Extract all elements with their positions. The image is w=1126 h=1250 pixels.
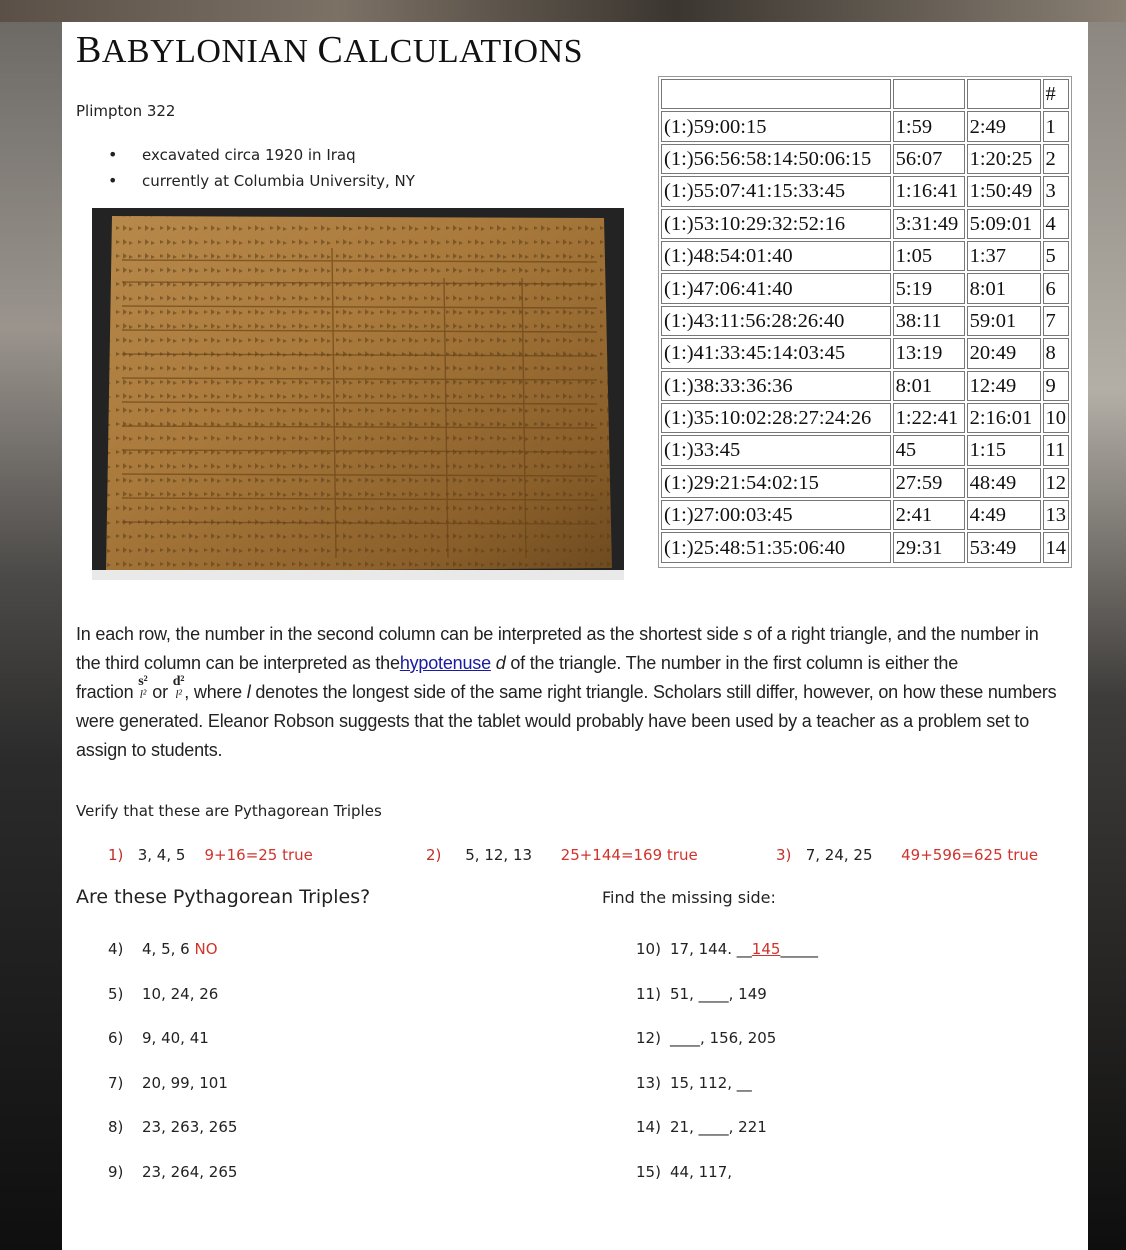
table-cell: 2:41: [893, 500, 965, 530]
question-9: 9) 23, 264, 265: [108, 1163, 238, 1181]
table-row: [661, 338, 1069, 368]
table-cell: 2:49: [967, 111, 1041, 141]
page-title: BABYLONIAN CALCULATIONS: [76, 29, 584, 71]
bullet-item: • excavated circa 1920 in Iraq: [108, 146, 415, 172]
table-row: [661, 371, 1069, 401]
table-cell: 8:01: [967, 273, 1041, 303]
table-row: [661, 435, 1069, 465]
table-cell: (1:)47:06:41:40: [661, 273, 891, 303]
table-row: [661, 468, 1069, 498]
table-cell: 6: [1043, 273, 1070, 303]
table-cell: 29:31: [893, 532, 965, 562]
table-cell: 7: [1043, 306, 1070, 336]
table-cell: 48:49: [967, 468, 1041, 498]
table-cell: 12: [1043, 468, 1070, 498]
table-cell: 5:19: [893, 273, 965, 303]
table-cell: 3:31:49: [893, 209, 965, 239]
question-6: 6) 9, 40, 41: [108, 1029, 209, 1047]
background-left-strip: [0, 22, 62, 1250]
table-cell: 20:49: [967, 338, 1041, 368]
table-cell: (1:)41:33:45:14:03:45: [661, 338, 891, 368]
table-row: [661, 500, 1069, 530]
are-triples-heading: Are these Pythagorean Triples?: [76, 886, 371, 908]
background-right-strip: [1088, 22, 1126, 1250]
verify-heading: Verify that these are Pythagorean Triples: [76, 802, 382, 820]
table-cell: 1:20:25: [967, 144, 1041, 174]
table-cell: 8: [1043, 338, 1070, 368]
question-7: 7) 20, 99, 101: [108, 1074, 228, 1092]
background-top-strip: [0, 0, 1126, 22]
table-row: [661, 209, 1069, 239]
clay-tablet-photo: [92, 208, 624, 580]
question-13: 13) 15, 112, __: [636, 1074, 752, 1092]
table-cell: 59:01: [967, 306, 1041, 336]
table-cell: 2: [1043, 144, 1070, 174]
question-12: 12) ____, 156, 205: [636, 1029, 777, 1047]
table-cell: 27:59: [893, 468, 965, 498]
babylonian-table: [658, 76, 1072, 568]
table-cell: 1:15: [967, 435, 1041, 465]
table-header-hash: #: [1043, 79, 1070, 109]
table-cell: (1:)35:10:02:28:27:24:26: [661, 403, 891, 433]
table-cell: 1:37: [967, 241, 1041, 271]
table-cell: 13:19: [893, 338, 965, 368]
table-cell: 14: [1043, 532, 1070, 562]
table-cell: (1:)43:11:56:28:26:40: [661, 306, 891, 336]
question-10: 10) 17, 144. __145_____: [636, 940, 818, 958]
clay-tablet-image: [92, 208, 624, 580]
table-row: [661, 241, 1069, 271]
table-cell: (1:)27:00:03:45: [661, 500, 891, 530]
question-5: 5) 10, 24, 26: [108, 985, 219, 1003]
table-row: [661, 176, 1069, 206]
table-cell: 53:49: [967, 532, 1041, 562]
table-cell: 5:09:01: [967, 209, 1041, 239]
fraction-s-over-l: s² l²: [138, 673, 148, 701]
table-cell: 8:01: [893, 371, 965, 401]
table-row: [661, 144, 1069, 174]
table-cell: (1:)38:33:36:36: [661, 371, 891, 401]
table-grid: [659, 77, 1071, 565]
table-cell: 11: [1043, 435, 1070, 465]
table-cell: 10: [1043, 403, 1070, 433]
hypotenuse-link[interactable]: hypotenuse: [399, 653, 491, 673]
question-15: 15) 44, 117,: [636, 1163, 733, 1181]
table-cell: 13: [1043, 500, 1070, 530]
table-cell: 4:49: [967, 500, 1041, 530]
question-4: 4) 4, 5, 6 NO: [108, 940, 218, 958]
table-cell: 1:22:41: [893, 403, 965, 433]
table-cell: [893, 79, 965, 109]
table-cell: (1:)56:56:58:14:50:06:15: [661, 144, 891, 174]
question-8: 8) 23, 263, 265: [108, 1118, 238, 1136]
table-row: [661, 111, 1069, 141]
table-cell: [967, 79, 1041, 109]
question-11: 11) 51, ____, 149: [636, 985, 767, 1003]
table-cell: 38:11: [893, 306, 965, 336]
bullet-list: [108, 146, 415, 198]
table-cell: (1:)48:54:01:40: [661, 241, 891, 271]
bullet-item: • currently at Columbia University, NY: [108, 172, 415, 198]
table-row: [661, 273, 1069, 303]
table-cell: (1:)33:45: [661, 435, 891, 465]
table-cell: 2:16:01: [967, 403, 1041, 433]
table-cell: 12:49: [967, 371, 1041, 401]
table-cell: 9: [1043, 371, 1070, 401]
example-item: 2) 5, 12, 13 25+144=169 true: [426, 846, 698, 864]
table-cell: (1:)55:07:41:15:33:45: [661, 176, 891, 206]
table-cell: (1:)53:10:29:32:52:16: [661, 209, 891, 239]
table-cell: 1: [1043, 111, 1070, 141]
table-cell: 4: [1043, 209, 1070, 239]
table-cell: 3: [1043, 176, 1070, 206]
table-cell: 56:07: [893, 144, 965, 174]
table-cell: 1:59: [893, 111, 965, 141]
table-cell: (1:)25:48:51:35:06:40: [661, 532, 891, 562]
plimpton-label: Plimpton 322: [76, 102, 176, 120]
table-cell: (1:)59:00:15: [661, 111, 891, 141]
table-cell: 1:05: [893, 241, 965, 271]
table-header-row: [661, 79, 1069, 109]
worksheet-page: [62, 22, 1088, 1250]
example-item: 3) 7, 24, 25 49+596=625 true: [776, 846, 1039, 864]
example-item: 1) 3, 4, 5 9+16=25 true: [108, 846, 313, 864]
fraction-d-over-l: d² l²: [172, 673, 185, 701]
table-cell: 1:50:49: [967, 176, 1041, 206]
table-row: [661, 403, 1069, 433]
table-cell: [661, 79, 891, 109]
explanation-paragraph: In each row, the number in the second column can be interpreted as the shortest side s of a right triangle, and the number in the third column can be interpreted as thehypotenuse d of the triangle. The number in the first column is either the fraction s² l² or d² l² , where l denotes the longest side of the same right triangle. Scholars still differ, however, on how these numbers were generated. Eleanor Robson suggests that the tablet would probably have been used by a teacher as a problem set to assign to students.: [76, 624, 1057, 760]
question-14: 14) 21, ____, 221: [636, 1118, 767, 1136]
table-cell: 1:16:41: [893, 176, 965, 206]
table-row: [661, 306, 1069, 336]
table-cell: 45: [893, 435, 965, 465]
table-cell: 5: [1043, 241, 1070, 271]
table-row: [661, 532, 1069, 562]
table-cell: (1:)29:21:54:02:15: [661, 468, 891, 498]
find-missing-heading: Find the missing side:: [602, 888, 776, 907]
